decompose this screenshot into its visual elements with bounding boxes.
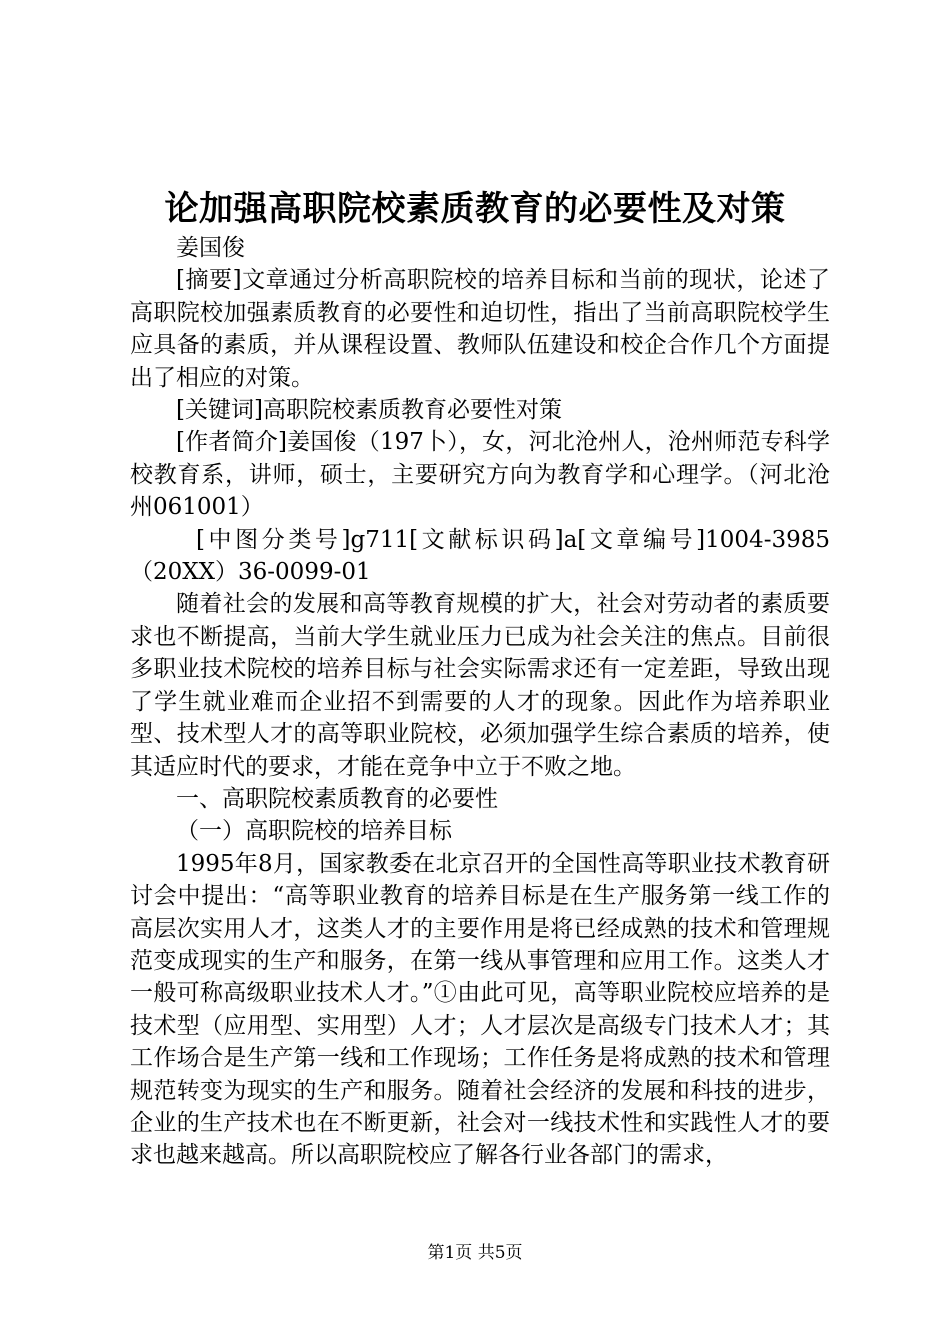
author-name: 姜国俊 [176,235,245,261]
page-number-footer: 第1页 共5页 [427,1243,523,1263]
intro-paragraph: 随着社会的发展和高等教育规模的扩大，社会对劳动者的素质要求也不断提高，当前大学生就业压力已成为社会关注的焦点。目前很多职业技术院校的培养目标与社会实际需求还有一定差距，导致出现了学生就业难而企业招不到需要的人才的现象。因此作为培养职业型、技术型人才的高等职业院校，必须加强学生综合素质的培养，使其适应时代的要求，才能在竞争中立于不败之地。 [130,591,830,780]
document-body [130,232,830,1172]
section-heading: 一、高职院校素质教育的必要性 [176,785,498,812]
body-paragraph: 1995年8月，国家教委在北京召开的全国性高等职业技术教育研讨会中提出：“高等职业教育的培养目标是在生产服务第一线工作的高层次实用人才，这类人才的主要作用是将已经成熟的技术和管理规范变成现实的生产和服务，在第一线从事管理和应用工作。这类人才一般可称高级职业技术人才。”①由此可见，高等职业院校应培养的是技术型（应用型、实用型）人才；人才层次是高级专门技术人才；其工作场合是生产第一线和工作现场；工作任务是将成熟的技术和管理规范转变为现实的生产和服务。随着社会经济的发展和科技的进步，企业的生产技术也在不断更新，社会对一线技术性和实践性人才的要求也越来越高。所以高职院校应了解各行业各部门的需求， [130,850,830,1169]
document-title: 论加强高职院校素质教育的必要性及对策 [164,189,786,229]
keywords-line: [关键词]高职院校素质教育必要性对策 [176,397,562,424]
classification-line: [中图分类号]g711[文献标识码]a[文章编号]1004-3985（20XX）36-0099-01 [130,526,830,586]
author-intro-paragraph: [作者简介]姜国俊（197卜），女，河北沧州人，沧州师范专科学校教育系，讲师，硕士，主要研究方向为教育学和心理学。（河北沧州061001） [130,429,830,521]
subsection-heading: （一）高职院校的培养目标 [176,818,452,845]
abstract-paragraph: [摘要]文章通过分析高职院校的培养目标和当前的现状，论述了高职院校加强素质教育的必要性和迫切性，指出了当前高职院校学生应具备的素质，并从课程设置、教师队伍建设和校企合作几个方面提出了相应的对策。 [130,267,830,391]
